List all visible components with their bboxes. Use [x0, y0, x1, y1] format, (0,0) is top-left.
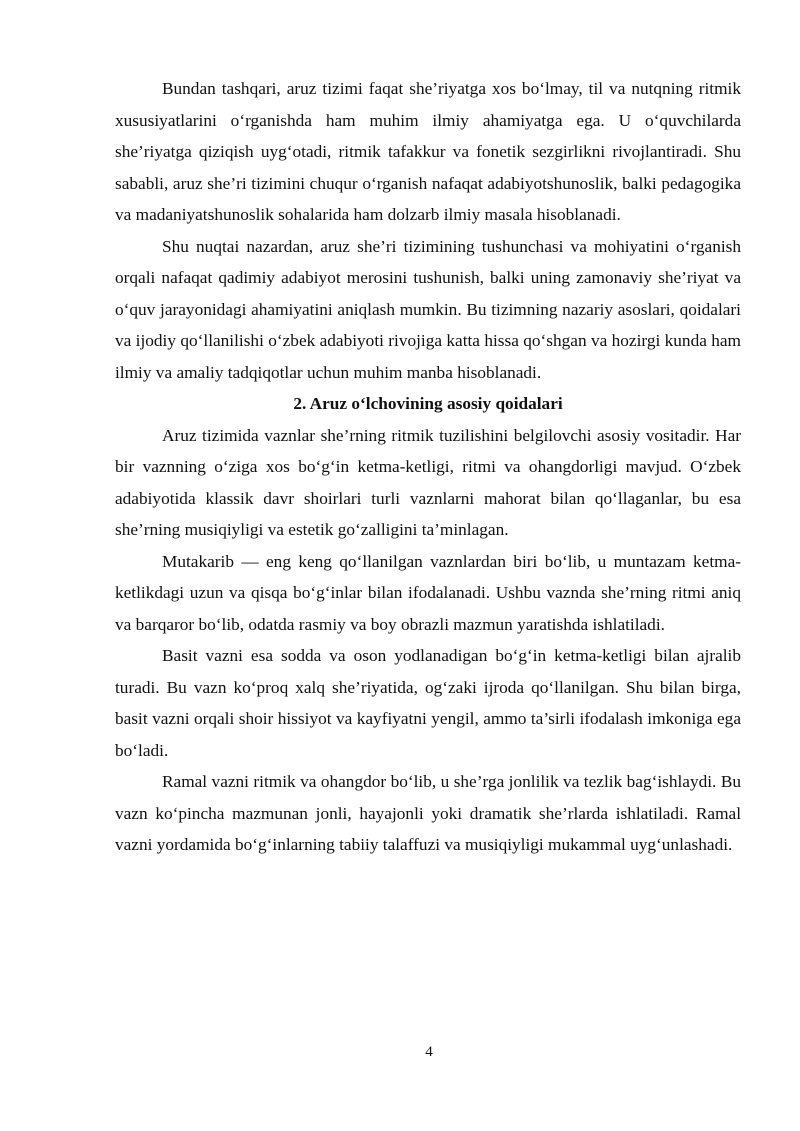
body-paragraph: Aruz tizimida vaznlar she’rning ritmik tuzilishini belgilovchi asosiy vositadir. Har bir vaznning o‘ziga xos bo‘g‘in ketma-ketligi, ritmi va ohangdorligi mavjud. O‘zbek adabiyotida klassik davr shoirlari turli vaznlarni mahorat bilan qo‘llaganlar, bu esa she’rning musiqiyligi va estetik go‘zalligini ta’minlagan. — [115, 425, 741, 539]
body-paragraph: Mutakarib — eng keng qo‘llanilgan vaznlardan biri bo‘lib, u muntazam ketma-ketlikdagi uzun va qisqa bo‘g‘inlar bilan ifodalanadi. Ushbu vaznda she’rning ritmi aniq va barqaror bo‘lib, odatda rasmiy va boy obrazli mazmun yaratishda ishlatiladi. — [115, 551, 741, 634]
page-number: 4 — [425, 1044, 433, 1060]
page-body — [115, 73, 741, 861]
body-paragraph: Shu nuqtai nazardan, aruz she’ri tizimining tushunchasi va mohiyatini o‘rganish orqali nafaqat qadimiy adabiyot merosini tushunish, balki uning zamonaviy she’riyat va o‘quv jarayonidagi ahamiyatini aniqlash mumkin. Bu tizimning nazariy asoslari, qoidalari va ijodiy qo‘llanilishi o‘zbek adabiyoti rivojiga katta hissa qo‘shgan va hozirgi kunda ham ilmiy va amaliy tadqiqotlar uchun muhim manba hisoblanadi. — [115, 236, 741, 382]
body-paragraph: Ramal vazni ritmik va ohangdor bo‘lib, u she’rga jonlilik va tezlik bag‘ishlaydi. Bu vazn ko‘pincha mazmunan jonli, hayajonli yoki dramatik she’rlarda ishlatiladi. Ramal vazni yordamida bo‘g‘inlarning tabiiy talaffuzi va musiqiyligi mukammal uyg‘unlashadi. — [115, 772, 741, 854]
section-heading: 2. Aruz o‘lchovining asosiy qoidalari — [293, 394, 563, 413]
body-paragraph: Basit vazni esa sodda va oson yodlanadigan bo‘g‘in ketma-ketligi bilan ajralib turadi. Bu vazn ko‘proq xalq she’riyatida, og‘zaki ijroda qo‘llanilgan. Shu bilan birga, basit vazni orqali shoir hissiyot va kayfiyatni yengil, ammo ta’sirli ifodalash imkoniga ega bo‘ladi. — [115, 646, 741, 760]
body-paragraph: Bundan tashqari, aruz tizimi faqat she’riyatga xos bo‘lmay, til va nutqning ritmik xususiyatlarini o‘rganishda ham muhim ilmiy ahamiyatga ega. U o‘quvchilarda she’riyatga qiziqish uyg‘otadi, ritmik tafakkur va fonetik sezgirlikni rivojlantiradi. Shu sababli, aruz she’ri tizimini chuqur o‘rganish nafaqat adabiyotshunoslik, balki pedagogika va madaniyatshunoslik sohalarida ham dolzarb ilmiy masala hisoblanadi. — [115, 79, 741, 224]
